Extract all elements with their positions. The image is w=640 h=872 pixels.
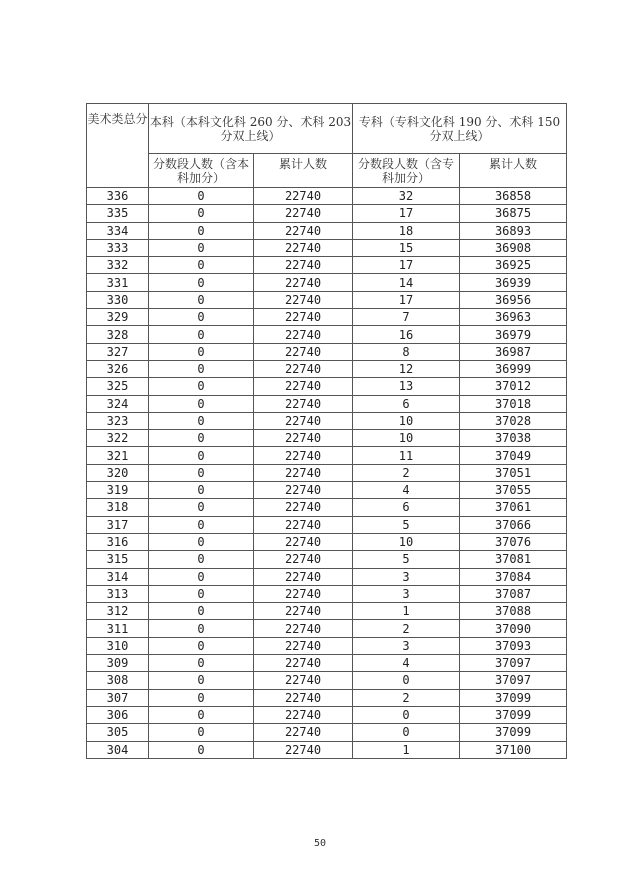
table-row bbox=[87, 533, 567, 550]
header-bachelor-cumulative: 累计人数 bbox=[254, 154, 353, 188]
cell-associate-count: 0 bbox=[353, 672, 460, 689]
cell-associate-count: 16 bbox=[353, 326, 460, 343]
cell-associate-count: 5 bbox=[353, 551, 460, 568]
table-row bbox=[87, 655, 567, 672]
cell-bachelor-cumulative: 22740 bbox=[254, 205, 353, 222]
cell-bachelor-cumulative: 22740 bbox=[254, 482, 353, 499]
header-bachelor-group: 本科（本科文化科 260 分、术科 203 分双上线） bbox=[149, 104, 353, 154]
cell-bachelor-cumulative: 22740 bbox=[254, 378, 353, 395]
table-row bbox=[87, 412, 567, 429]
cell-bachelor-count: 0 bbox=[149, 326, 254, 343]
cell-bachelor-cumulative: 22740 bbox=[254, 188, 353, 205]
cell-associate-cumulative: 37051 bbox=[460, 464, 567, 481]
cell-bachelor-cumulative: 22740 bbox=[254, 291, 353, 308]
cell-associate-cumulative: 37081 bbox=[460, 551, 567, 568]
header-total-score: 美术类总分 bbox=[87, 104, 149, 188]
cell-bachelor-count: 0 bbox=[149, 516, 254, 533]
cell-associate-count: 3 bbox=[353, 585, 460, 602]
cell-associate-cumulative: 37087 bbox=[460, 585, 567, 602]
cell-bachelor-count: 0 bbox=[149, 430, 254, 447]
cell-associate-count: 2 bbox=[353, 464, 460, 481]
cell-bachelor-cumulative: 22740 bbox=[254, 603, 353, 620]
cell-bachelor-count: 0 bbox=[149, 309, 254, 326]
cell-associate-cumulative: 37055 bbox=[460, 482, 567, 499]
cell-bachelor-cumulative: 22740 bbox=[254, 464, 353, 481]
cell-bachelor-cumulative: 22740 bbox=[254, 568, 353, 585]
cell-total-score: 323 bbox=[87, 412, 149, 429]
cell-total-score: 316 bbox=[87, 533, 149, 550]
cell-bachelor-count: 0 bbox=[149, 188, 254, 205]
cell-bachelor-count: 0 bbox=[149, 378, 254, 395]
cell-total-score: 314 bbox=[87, 568, 149, 585]
table-row bbox=[87, 395, 567, 412]
table-row bbox=[87, 326, 567, 343]
cell-total-score: 318 bbox=[87, 499, 149, 516]
cell-total-score: 312 bbox=[87, 603, 149, 620]
cell-associate-cumulative: 36956 bbox=[460, 291, 567, 308]
cell-total-score: 331 bbox=[87, 274, 149, 291]
cell-bachelor-count: 0 bbox=[149, 585, 254, 602]
cell-bachelor-count: 0 bbox=[149, 637, 254, 654]
cell-bachelor-count: 0 bbox=[149, 603, 254, 620]
cell-associate-cumulative: 37018 bbox=[460, 395, 567, 412]
table-row bbox=[87, 620, 567, 637]
cell-associate-cumulative: 37090 bbox=[460, 620, 567, 637]
cell-associate-cumulative: 36893 bbox=[460, 222, 567, 239]
cell-bachelor-count: 0 bbox=[149, 412, 254, 429]
cell-total-score: 308 bbox=[87, 672, 149, 689]
cell-bachelor-count: 0 bbox=[149, 672, 254, 689]
cell-bachelor-count: 0 bbox=[149, 239, 254, 256]
cell-associate-count: 4 bbox=[353, 482, 460, 499]
cell-associate-count: 0 bbox=[353, 724, 460, 741]
cell-bachelor-cumulative: 22740 bbox=[254, 239, 353, 256]
cell-bachelor-count: 0 bbox=[149, 274, 254, 291]
cell-bachelor-count: 0 bbox=[149, 257, 254, 274]
cell-associate-cumulative: 37097 bbox=[460, 655, 567, 672]
cell-bachelor-count: 0 bbox=[149, 205, 254, 222]
cell-total-score: 325 bbox=[87, 378, 149, 395]
cell-associate-count: 15 bbox=[353, 239, 460, 256]
cell-associate-cumulative: 36858 bbox=[460, 188, 567, 205]
cell-associate-cumulative: 36987 bbox=[460, 343, 567, 360]
cell-associate-count: 4 bbox=[353, 655, 460, 672]
cell-associate-count: 6 bbox=[353, 499, 460, 516]
cell-associate-count: 18 bbox=[353, 222, 460, 239]
cell-bachelor-count: 0 bbox=[149, 447, 254, 464]
header-associate-cumulative: 累计人数 bbox=[460, 154, 567, 188]
cell-associate-count: 10 bbox=[353, 430, 460, 447]
cell-associate-cumulative: 36963 bbox=[460, 309, 567, 326]
cell-associate-count: 5 bbox=[353, 516, 460, 533]
cell-associate-cumulative: 37049 bbox=[460, 447, 567, 464]
cell-associate-count: 17 bbox=[353, 257, 460, 274]
score-distribution-table bbox=[86, 103, 567, 759]
cell-associate-cumulative: 36939 bbox=[460, 274, 567, 291]
cell-associate-cumulative: 37099 bbox=[460, 706, 567, 723]
cell-associate-count: 7 bbox=[353, 309, 460, 326]
cell-total-score: 313 bbox=[87, 585, 149, 602]
cell-total-score: 335 bbox=[87, 205, 149, 222]
cell-bachelor-cumulative: 22740 bbox=[254, 533, 353, 550]
cell-associate-cumulative: 36875 bbox=[460, 205, 567, 222]
cell-associate-cumulative: 37099 bbox=[460, 724, 567, 741]
cell-bachelor-cumulative: 22740 bbox=[254, 724, 353, 741]
cell-associate-count: 3 bbox=[353, 637, 460, 654]
cell-bachelor-count: 0 bbox=[149, 689, 254, 706]
table-row bbox=[87, 741, 567, 758]
cell-bachelor-cumulative: 22740 bbox=[254, 360, 353, 377]
cell-bachelor-cumulative: 22740 bbox=[254, 326, 353, 343]
cell-associate-count: 0 bbox=[353, 706, 460, 723]
cell-total-score: 333 bbox=[87, 239, 149, 256]
table-row bbox=[87, 499, 567, 516]
cell-associate-cumulative: 36979 bbox=[460, 326, 567, 343]
cell-associate-count: 1 bbox=[353, 741, 460, 758]
cell-total-score: 320 bbox=[87, 464, 149, 481]
cell-associate-count: 13 bbox=[353, 378, 460, 395]
cell-associate-count: 11 bbox=[353, 447, 460, 464]
cell-associate-cumulative: 36908 bbox=[460, 239, 567, 256]
cell-associate-cumulative: 36999 bbox=[460, 360, 567, 377]
page-number: 50 bbox=[313, 838, 327, 849]
table-row bbox=[87, 551, 567, 568]
cell-bachelor-count: 0 bbox=[149, 222, 254, 239]
cell-bachelor-cumulative: 22740 bbox=[254, 257, 353, 274]
cell-bachelor-cumulative: 22740 bbox=[254, 741, 353, 758]
cell-bachelor-count: 0 bbox=[149, 291, 254, 308]
cell-total-score: 332 bbox=[87, 257, 149, 274]
table-row bbox=[87, 343, 567, 360]
cell-associate-count: 12 bbox=[353, 360, 460, 377]
table-row bbox=[87, 447, 567, 464]
cell-associate-cumulative: 37093 bbox=[460, 637, 567, 654]
cell-associate-count: 10 bbox=[353, 533, 460, 550]
cell-associate-cumulative: 36925 bbox=[460, 257, 567, 274]
cell-associate-count: 32 bbox=[353, 188, 460, 205]
cell-total-score: 322 bbox=[87, 430, 149, 447]
header-associate-count: 分数段人数（含专科加分） bbox=[353, 154, 460, 188]
header-associate-group: 专科（专科文化科 190 分、术科 150 分双上线） bbox=[353, 104, 567, 154]
cell-total-score: 317 bbox=[87, 516, 149, 533]
table-row bbox=[87, 585, 567, 602]
table-row bbox=[87, 603, 567, 620]
table-row bbox=[87, 205, 567, 222]
table-row bbox=[87, 568, 567, 585]
table-body bbox=[87, 188, 567, 759]
cell-total-score: 334 bbox=[87, 222, 149, 239]
cell-total-score: 321 bbox=[87, 447, 149, 464]
cell-bachelor-cumulative: 22740 bbox=[254, 637, 353, 654]
cell-bachelor-count: 0 bbox=[149, 706, 254, 723]
cell-associate-count: 14 bbox=[353, 274, 460, 291]
cell-associate-cumulative: 37028 bbox=[460, 412, 567, 429]
header-bachelor-count: 分数段人数（含本科加分） bbox=[149, 154, 254, 188]
cell-associate-count: 2 bbox=[353, 689, 460, 706]
cell-associate-cumulative: 37061 bbox=[460, 499, 567, 516]
table-row bbox=[87, 274, 567, 291]
cell-bachelor-cumulative: 22740 bbox=[254, 706, 353, 723]
table-row bbox=[87, 291, 567, 308]
cell-associate-cumulative: 37076 bbox=[460, 533, 567, 550]
table-row bbox=[87, 188, 567, 205]
cell-associate-cumulative: 37097 bbox=[460, 672, 567, 689]
cell-total-score: 309 bbox=[87, 655, 149, 672]
cell-total-score: 327 bbox=[87, 343, 149, 360]
cell-associate-count: 6 bbox=[353, 395, 460, 412]
cell-bachelor-cumulative: 22740 bbox=[254, 343, 353, 360]
cell-bachelor-cumulative: 22740 bbox=[254, 395, 353, 412]
cell-associate-cumulative: 37100 bbox=[460, 741, 567, 758]
table-row bbox=[87, 257, 567, 274]
table-row bbox=[87, 378, 567, 395]
table-row bbox=[87, 637, 567, 654]
cell-total-score: 330 bbox=[87, 291, 149, 308]
cell-bachelor-count: 0 bbox=[149, 551, 254, 568]
cell-bachelor-count: 0 bbox=[149, 620, 254, 637]
table-row bbox=[87, 309, 567, 326]
cell-bachelor-cumulative: 22740 bbox=[254, 499, 353, 516]
cell-total-score: 319 bbox=[87, 482, 149, 499]
cell-bachelor-count: 0 bbox=[149, 395, 254, 412]
table-row bbox=[87, 724, 567, 741]
cell-total-score: 311 bbox=[87, 620, 149, 637]
cell-total-score: 310 bbox=[87, 637, 149, 654]
cell-bachelor-count: 0 bbox=[149, 482, 254, 499]
cell-associate-count: 3 bbox=[353, 568, 460, 585]
cell-total-score: 328 bbox=[87, 326, 149, 343]
table-row bbox=[87, 360, 567, 377]
cell-total-score: 306 bbox=[87, 706, 149, 723]
table-row bbox=[87, 482, 567, 499]
cell-associate-cumulative: 37084 bbox=[460, 568, 567, 585]
cell-bachelor-cumulative: 22740 bbox=[254, 309, 353, 326]
cell-associate-count: 10 bbox=[353, 412, 460, 429]
cell-total-score: 329 bbox=[87, 309, 149, 326]
cell-associate-count: 2 bbox=[353, 620, 460, 637]
cell-bachelor-count: 0 bbox=[149, 499, 254, 516]
cell-bachelor-cumulative: 22740 bbox=[254, 689, 353, 706]
cell-bachelor-cumulative: 22740 bbox=[254, 620, 353, 637]
cell-associate-count: 8 bbox=[353, 343, 460, 360]
cell-associate-cumulative: 37066 bbox=[460, 516, 567, 533]
cell-associate-cumulative: 37088 bbox=[460, 603, 567, 620]
cell-bachelor-cumulative: 22740 bbox=[254, 516, 353, 533]
table-row bbox=[87, 430, 567, 447]
cell-total-score: 336 bbox=[87, 188, 149, 205]
cell-bachelor-count: 0 bbox=[149, 533, 254, 550]
cell-bachelor-cumulative: 22740 bbox=[254, 274, 353, 291]
cell-bachelor-count: 0 bbox=[149, 724, 254, 741]
table-row bbox=[87, 464, 567, 481]
cell-bachelor-count: 0 bbox=[149, 343, 254, 360]
table-row bbox=[87, 672, 567, 689]
cell-bachelor-cumulative: 22740 bbox=[254, 672, 353, 689]
cell-bachelor-count: 0 bbox=[149, 464, 254, 481]
cell-total-score: 305 bbox=[87, 724, 149, 741]
cell-associate-cumulative: 37012 bbox=[460, 378, 567, 395]
cell-associate-cumulative: 37038 bbox=[460, 430, 567, 447]
table-row bbox=[87, 239, 567, 256]
cell-total-score: 326 bbox=[87, 360, 149, 377]
table-row bbox=[87, 516, 567, 533]
cell-bachelor-count: 0 bbox=[149, 568, 254, 585]
cell-bachelor-cumulative: 22740 bbox=[254, 655, 353, 672]
cell-bachelor-cumulative: 22740 bbox=[254, 585, 353, 602]
cell-associate-count: 17 bbox=[353, 291, 460, 308]
table-row bbox=[87, 222, 567, 239]
cell-bachelor-cumulative: 22740 bbox=[254, 447, 353, 464]
cell-bachelor-cumulative: 22740 bbox=[254, 222, 353, 239]
table-row bbox=[87, 689, 567, 706]
cell-associate-count: 1 bbox=[353, 603, 460, 620]
cell-associate-cumulative: 37099 bbox=[460, 689, 567, 706]
cell-bachelor-cumulative: 22740 bbox=[254, 551, 353, 568]
cell-bachelor-cumulative: 22740 bbox=[254, 412, 353, 429]
cell-associate-count: 17 bbox=[353, 205, 460, 222]
cell-bachelor-cumulative: 22740 bbox=[254, 430, 353, 447]
cell-bachelor-count: 0 bbox=[149, 741, 254, 758]
cell-total-score: 307 bbox=[87, 689, 149, 706]
table-row bbox=[87, 706, 567, 723]
cell-total-score: 304 bbox=[87, 741, 149, 758]
cell-total-score: 324 bbox=[87, 395, 149, 412]
cell-bachelor-count: 0 bbox=[149, 655, 254, 672]
cell-bachelor-count: 0 bbox=[149, 360, 254, 377]
cell-total-score: 315 bbox=[87, 551, 149, 568]
